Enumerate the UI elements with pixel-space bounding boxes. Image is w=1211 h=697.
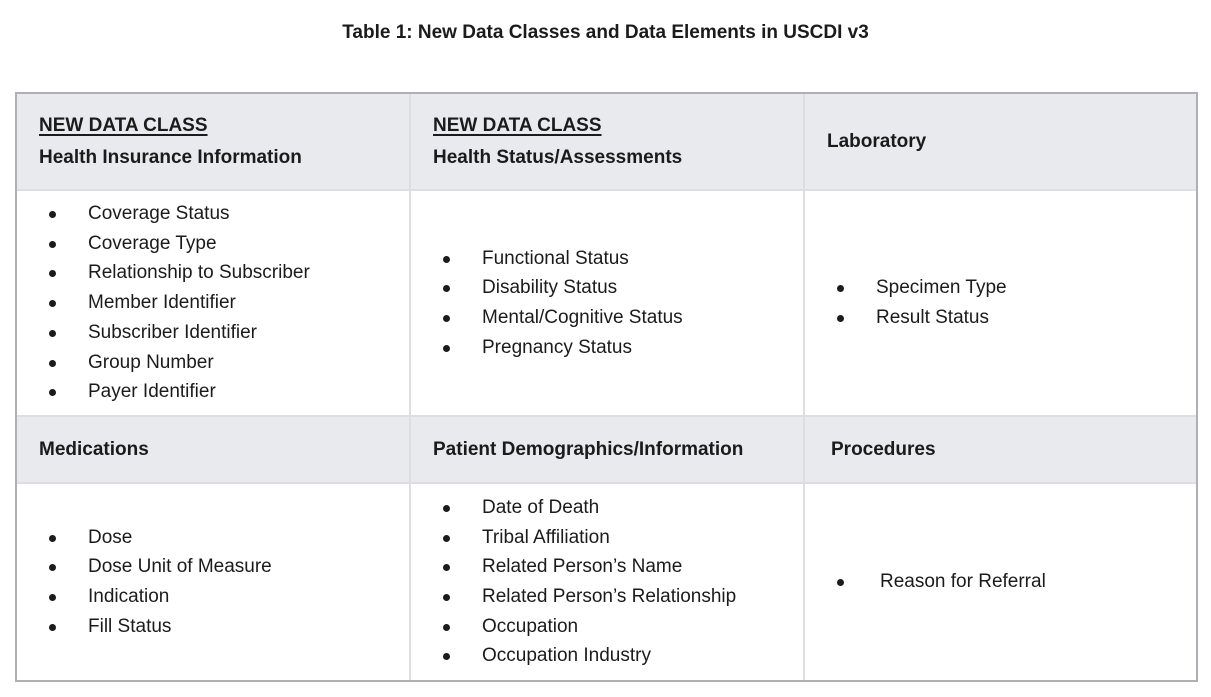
list-item: Reason for Referral	[831, 567, 1046, 597]
new-data-class-label: NEW DATA CLASS	[433, 114, 602, 136]
list-item: Result Status	[831, 303, 1007, 333]
header-title: Laboratory	[827, 130, 927, 152]
list-item: Occupation Industry	[437, 641, 736, 671]
header-cell-patient-demographics	[411, 417, 805, 484]
element-list	[437, 493, 736, 671]
list-item: Related Person’s Name	[437, 552, 736, 582]
header-title: Procedures	[831, 438, 936, 460]
element-list	[43, 199, 310, 407]
list-item: Coverage Status	[43, 199, 310, 229]
list-item: Date of Death	[437, 493, 736, 523]
list-item: Mental/Cognitive Status	[437, 303, 683, 333]
list-item: Specimen Type	[831, 273, 1007, 303]
header-cell-health-status	[411, 94, 805, 191]
list-item: Member Identifier	[43, 288, 310, 318]
header-title: Patient Demographics/Information	[433, 438, 744, 460]
list-item: Relationship to Subscriber	[43, 258, 310, 288]
new-data-class-label: NEW DATA CLASS	[39, 114, 208, 136]
element-list	[831, 567, 1046, 597]
list-item: Disability Status	[437, 273, 683, 303]
header-cell-health-insurance	[17, 94, 411, 191]
header-title: Medications	[39, 438, 149, 460]
header-title: Health Insurance Information	[39, 146, 302, 168]
list-item: Group Number	[43, 348, 310, 378]
body-cell-health-status	[411, 191, 805, 417]
element-list	[43, 523, 272, 642]
header-cell-medications	[17, 417, 411, 484]
data-classes-table	[15, 92, 1198, 682]
list-item: Functional Status	[437, 244, 683, 274]
header-cell-laboratory	[805, 94, 1196, 191]
list-item: Related Person’s Relationship	[437, 582, 736, 612]
list-item: Tribal Affiliation	[437, 523, 736, 553]
body-cell-health-insurance	[17, 191, 411, 417]
list-item: Subscriber Identifier	[43, 318, 310, 348]
list-item: Dose Unit of Measure	[43, 552, 272, 582]
list-item: Occupation	[437, 612, 736, 642]
element-list	[831, 273, 1007, 332]
header-cell-procedures	[805, 417, 1196, 484]
element-list	[437, 244, 683, 363]
body-cell-procedures	[805, 484, 1196, 680]
table-caption: Table 1: New Data Classes and Data Elements in USCDI v3	[342, 22, 869, 43]
list-item: Indication	[43, 582, 272, 612]
list-item: Pregnancy Status	[437, 333, 683, 363]
list-item: Coverage Type	[43, 229, 310, 259]
body-cell-patient-demographics	[411, 484, 805, 680]
body-cell-laboratory	[805, 191, 1196, 417]
list-item: Payer Identifier	[43, 377, 310, 407]
list-item: Dose	[43, 523, 272, 553]
header-title: Health Status/Assessments	[433, 146, 683, 168]
body-cell-medications	[17, 484, 411, 680]
list-item: Fill Status	[43, 612, 272, 642]
